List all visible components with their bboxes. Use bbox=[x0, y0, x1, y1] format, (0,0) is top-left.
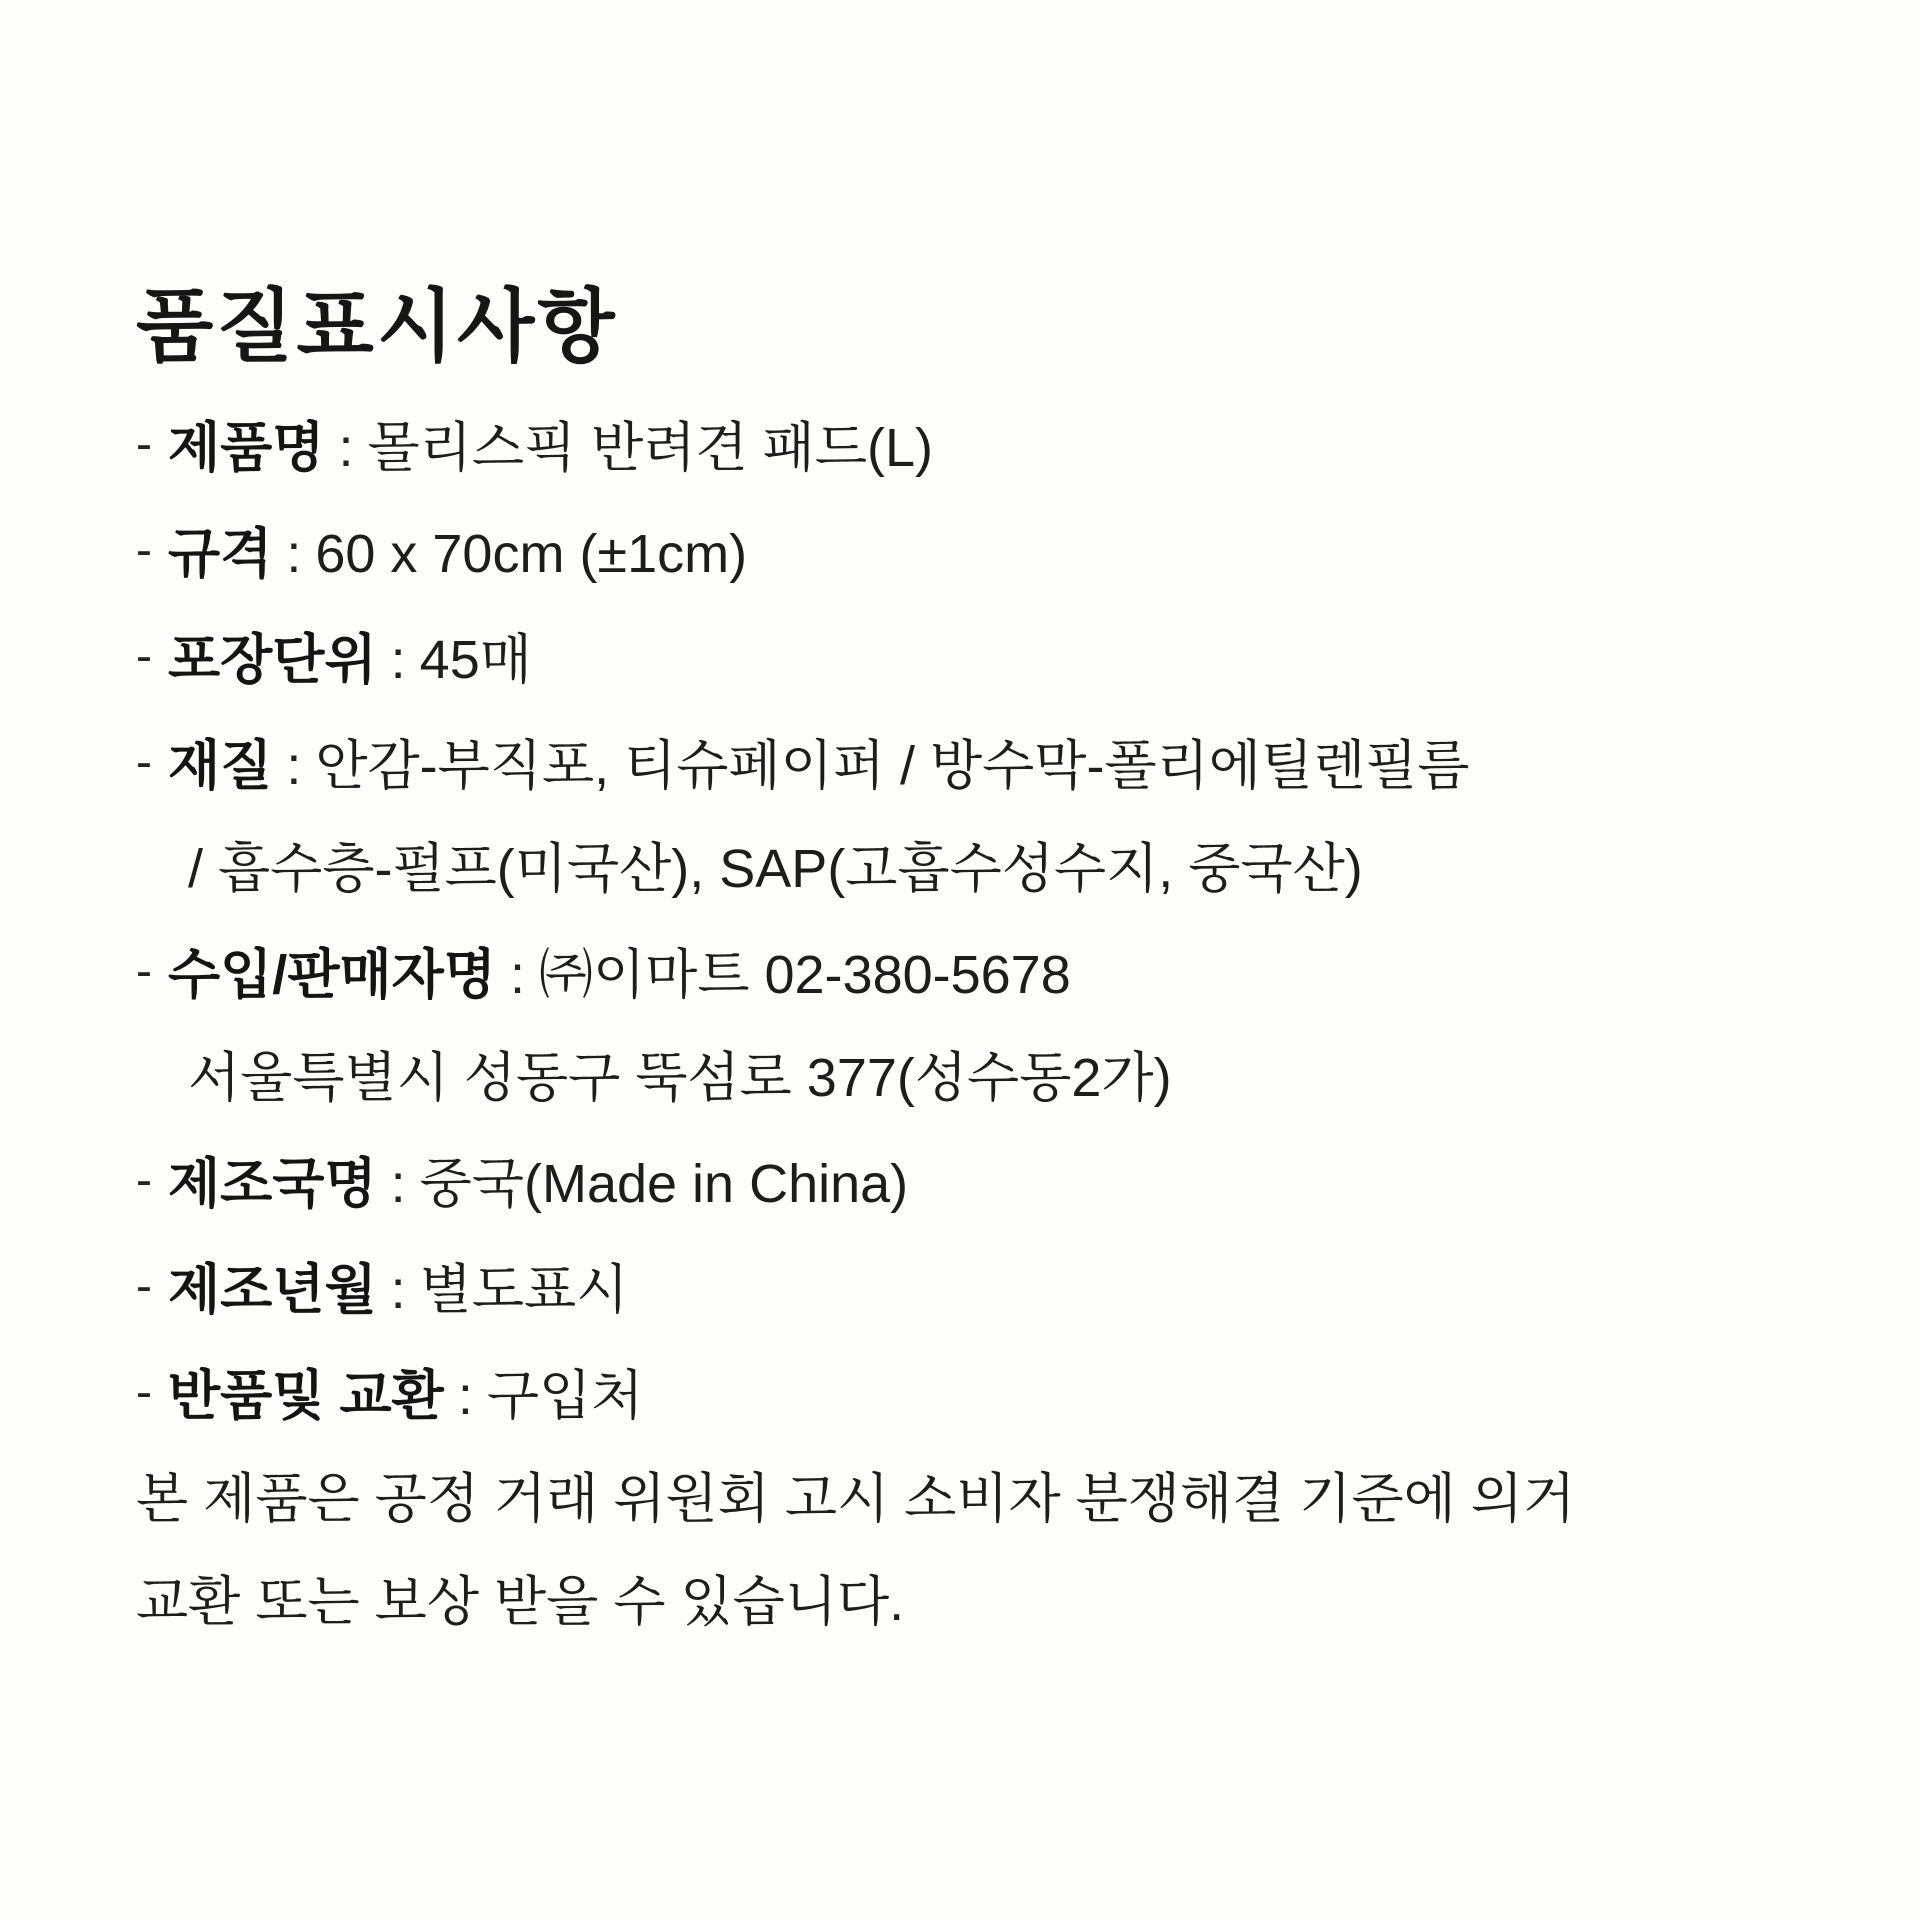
spec-label: 포장단위 bbox=[167, 630, 377, 690]
separator-colon: : bbox=[509, 945, 525, 1005]
spec-value: 별도표시 bbox=[419, 1260, 629, 1320]
spec-row-return-exchange bbox=[136, 1360, 1800, 1429]
separator-colon: : bbox=[286, 524, 302, 584]
spec-value: 중국(Made in China) bbox=[419, 1154, 909, 1214]
page-title: 품질표시사항 bbox=[136, 282, 618, 371]
spec-value: 몰리스픽 반려견 패드(L) bbox=[367, 418, 933, 478]
separator-colon: : bbox=[457, 1366, 473, 1426]
spec-row-seller-address bbox=[136, 1045, 1800, 1111]
separator-colon: : bbox=[390, 630, 406, 690]
dash-bullet: - bbox=[136, 630, 152, 683]
spec-label: 반품및 교환 bbox=[167, 1366, 444, 1426]
dash-bullet: - bbox=[136, 524, 152, 577]
spec-row-importer-seller bbox=[136, 939, 1800, 1008]
dash-bullet: - bbox=[136, 736, 152, 789]
spec-row-product-name bbox=[136, 412, 1800, 481]
separator-colon: : bbox=[338, 418, 354, 478]
spec-row-material-continuation bbox=[136, 836, 1800, 902]
dash-bullet: - bbox=[136, 1260, 152, 1313]
spec-value: 45매 bbox=[419, 630, 532, 690]
spec-value: 구입처 bbox=[486, 1366, 644, 1426]
dash-bullet: - bbox=[136, 945, 152, 998]
spec-value-continued: 서울특별시 성동구 뚝섬로 377(성수동2가) bbox=[188, 1048, 1172, 1108]
spec-row-material bbox=[136, 730, 1800, 799]
spec-row-pack-unit bbox=[136, 624, 1800, 693]
spec-row-size bbox=[136, 518, 1800, 587]
separator-colon: : bbox=[390, 1154, 406, 1214]
spec-row-manufacture-date bbox=[136, 1254, 1800, 1323]
spec-value: ㈜이마트 02-380-5678 bbox=[539, 945, 1071, 1005]
spec-value-continued: / 흡수층-펄프(미국산), SAP(고흡수성수지, 중국산) bbox=[188, 839, 1363, 899]
spec-label: 규격 bbox=[167, 524, 273, 584]
consumer-notice-line-1: 본 제품은 공정 거래 위원회 고시 소비자 분쟁해결 기준에 의거 bbox=[136, 1469, 1576, 1529]
spec-value: 안감-부직포, 티슈페이퍼 / 방수막-폴리에틸렌필름 bbox=[315, 736, 1470, 796]
separator-colon: : bbox=[390, 1260, 406, 1320]
dash-bullet: - bbox=[136, 1154, 152, 1207]
spec-label: 수입/판매자명 bbox=[167, 945, 496, 1005]
separator-colon: : bbox=[286, 736, 302, 796]
spec-label: 제조년월 bbox=[167, 1260, 377, 1320]
spec-label: 제조국명 bbox=[167, 1154, 377, 1214]
spec-row-country-of-origin bbox=[136, 1148, 1800, 1217]
dash-bullet: - bbox=[136, 1366, 152, 1419]
spec-value: 60 x 70cm (±1cm) bbox=[315, 524, 748, 584]
spec-label: 제품명 bbox=[167, 418, 325, 478]
spec-label: 재질 bbox=[167, 736, 273, 796]
consumer-notice-line-2: 교환 또는 보상 받을 수 있습니다. bbox=[136, 1572, 905, 1632]
dash-bullet: - bbox=[136, 418, 152, 471]
